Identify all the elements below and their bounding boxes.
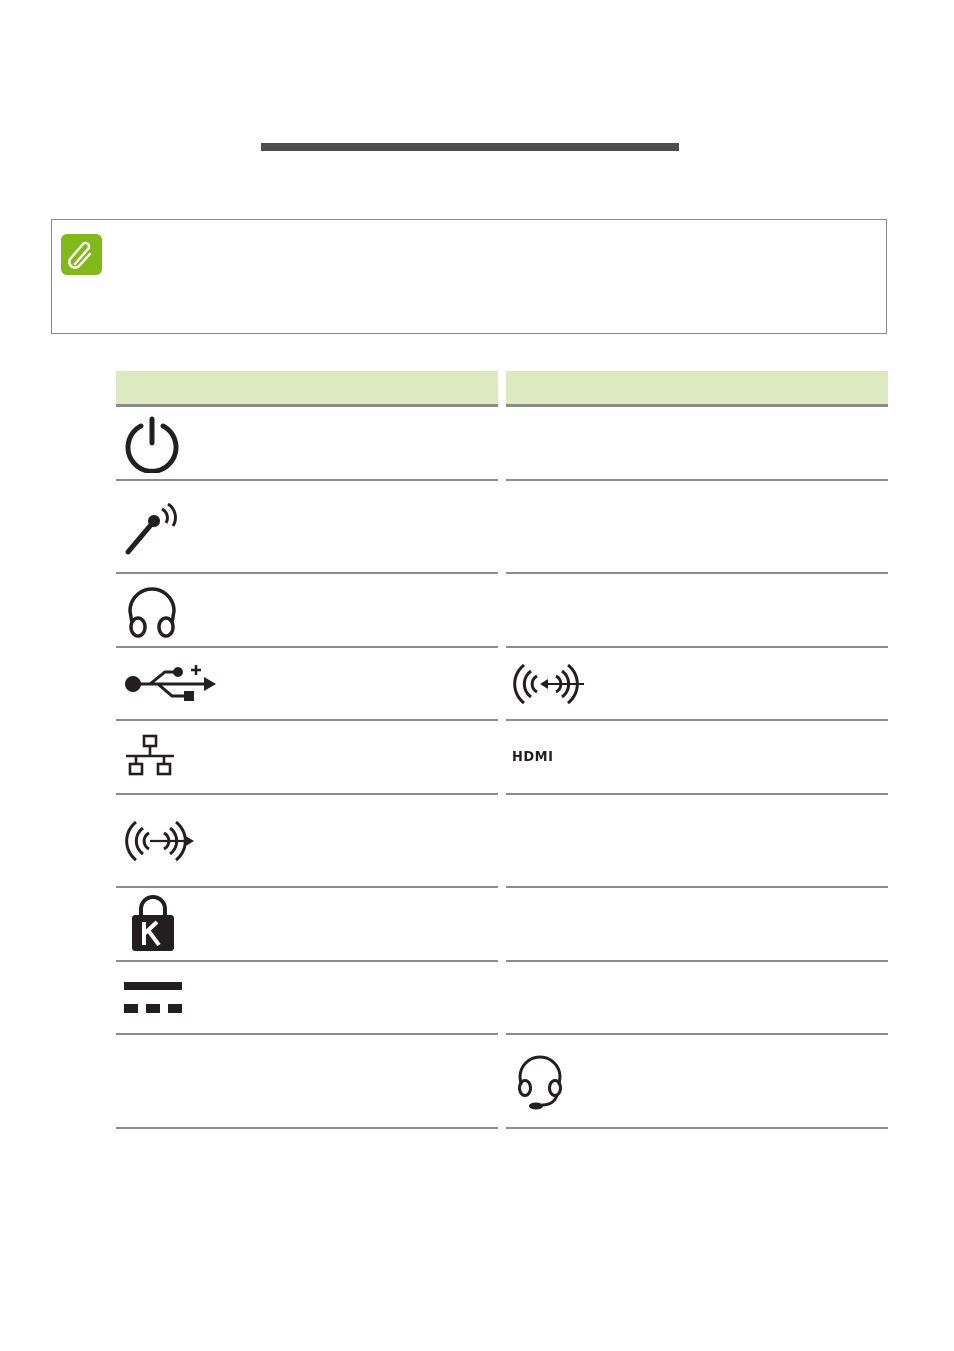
headset-icon	[512, 1035, 568, 1127]
table-row-kensington-lock	[116, 888, 498, 962]
power-icon	[122, 407, 182, 479]
table-row-dc-in	[116, 962, 498, 1035]
headphones-icon	[122, 574, 182, 646]
microphone-icon	[122, 481, 184, 572]
table-row-audio-in-out	[506, 648, 888, 721]
ethernet-icon	[122, 721, 178, 793]
table-row-right-1	[506, 407, 888, 481]
table-row-usb	[116, 648, 498, 721]
page-title-rule	[261, 143, 679, 151]
table-row-microphone	[116, 481, 498, 574]
hdmi-label: HDMI	[512, 749, 554, 765]
table-row-headphones	[116, 574, 498, 648]
note-box	[51, 219, 887, 334]
table-column-left	[116, 371, 498, 1129]
hdmi-icon	[512, 721, 553, 793]
usb-icon	[122, 648, 218, 719]
table-header-right	[506, 371, 888, 407]
table-row-right-2	[506, 481, 888, 574]
table-row-headset	[506, 1035, 888, 1129]
paperclip-note-icon	[61, 234, 102, 275]
kensington-lock-icon	[122, 888, 184, 960]
table-row-power	[116, 407, 498, 481]
dc-in-icon	[122, 962, 184, 1033]
table-row-audio-out	[116, 795, 498, 888]
table-row-blank	[116, 1035, 498, 1129]
table-row-right-3	[506, 574, 888, 648]
table-column-right	[506, 371, 888, 1129]
table-row-ethernet	[116, 721, 498, 795]
table-row-right-7	[506, 888, 888, 962]
audio-out-icon	[122, 795, 196, 886]
table-header-left	[116, 371, 498, 407]
table-row-right-8	[506, 962, 888, 1035]
table-row-hdmi	[506, 721, 888, 795]
table-row-right-6	[506, 795, 888, 888]
audio-in-out-icon	[512, 648, 586, 719]
